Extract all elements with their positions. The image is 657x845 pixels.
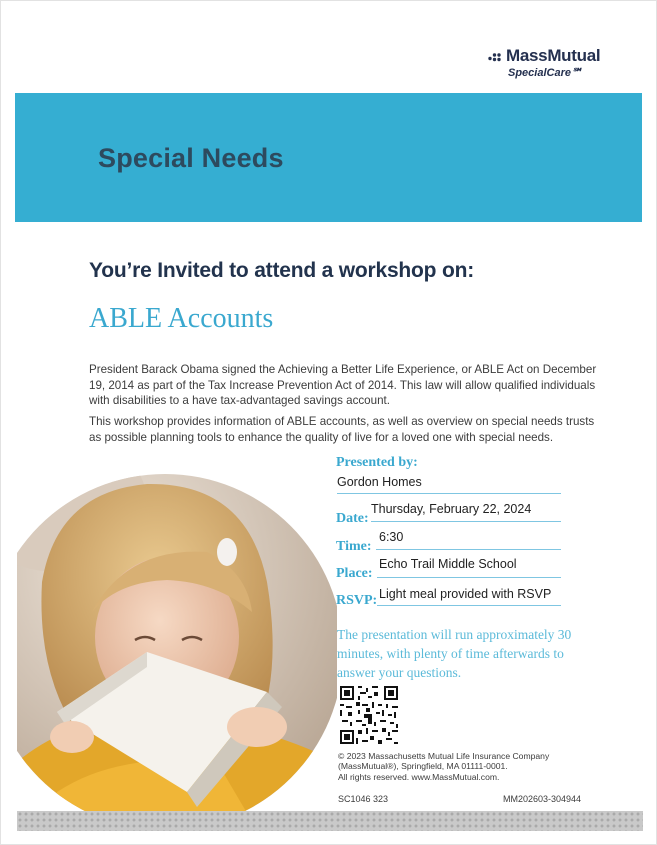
place-value: Echo Trail Middle School bbox=[379, 557, 517, 571]
presented-by-label: Presented by: bbox=[336, 455, 418, 470]
invite-heading: You’re Invited to attend a workshop on: bbox=[89, 259, 474, 282]
logo-subbrand-text: SpecialCare℠ bbox=[508, 67, 583, 79]
date-value: Thursday, February 22, 2024 bbox=[371, 502, 532, 516]
rsvp-rule bbox=[377, 605, 561, 606]
place-label: Place: bbox=[336, 566, 373, 581]
qr-code-icon[interactable] bbox=[338, 684, 400, 746]
time-rule bbox=[376, 549, 561, 550]
presenter-value: Gordon Homes bbox=[337, 475, 422, 489]
presentation-note: The presentation will run approximately 30 minutes, with plenty of time afterwards to answer your questions. bbox=[337, 627, 572, 680]
time-label: Time: bbox=[336, 539, 372, 554]
header-banner bbox=[15, 93, 642, 222]
date-label: Date: bbox=[336, 511, 369, 526]
rsvp-label: RSVP: bbox=[336, 593, 378, 608]
child-reading-photo bbox=[17, 462, 337, 813]
banner-title: Special Needs bbox=[98, 143, 284, 173]
intro-paragraph: President Barack Obama signed the Achieving a Better Life Experience, or ABLE Act on December 19, 2014 as part of the Tax Increase Prevention Act of 2014. This law will allow qualified individuals with disabilities to a have tax-advantaged savings account. bbox=[89, 363, 597, 408]
form-code-left: SC1046 323 bbox=[338, 794, 389, 804]
form-code-right: MM202603-304944 bbox=[503, 794, 582, 804]
copyright-line-2: (MassMutual®), Springfield, MA 01111-0001. bbox=[338, 761, 508, 772]
logo-brand-text: MassMutual bbox=[506, 46, 601, 65]
workshop-paragraph: This workshop provides information of ABLE accounts, as well as overview on special needs trusts as possible planning tools to enhance the quality of live for a loved one with special needs. bbox=[89, 415, 595, 444]
rsvp-value: Light meal provided with RSVP bbox=[379, 587, 552, 601]
date-rule bbox=[371, 521, 561, 522]
copyright-line-3: All rights reserved. www.MassMutual.com. bbox=[338, 771, 500, 782]
place-rule bbox=[377, 577, 561, 578]
time-value: 6:30 bbox=[379, 530, 404, 544]
logo-dots-icon bbox=[488, 52, 504, 62]
presenter-rule bbox=[337, 493, 561, 494]
footer-dotted-stripe bbox=[17, 811, 643, 831]
copyright-line-1: © 2023 Massachusetts Mutual Life Insurance Company bbox=[338, 751, 550, 761]
workshop-topic: ABLE Accounts bbox=[89, 303, 274, 334]
photo-illustration bbox=[17, 462, 337, 813]
massmutual-logo bbox=[486, 46, 614, 86]
copyright-notice bbox=[338, 751, 549, 782]
